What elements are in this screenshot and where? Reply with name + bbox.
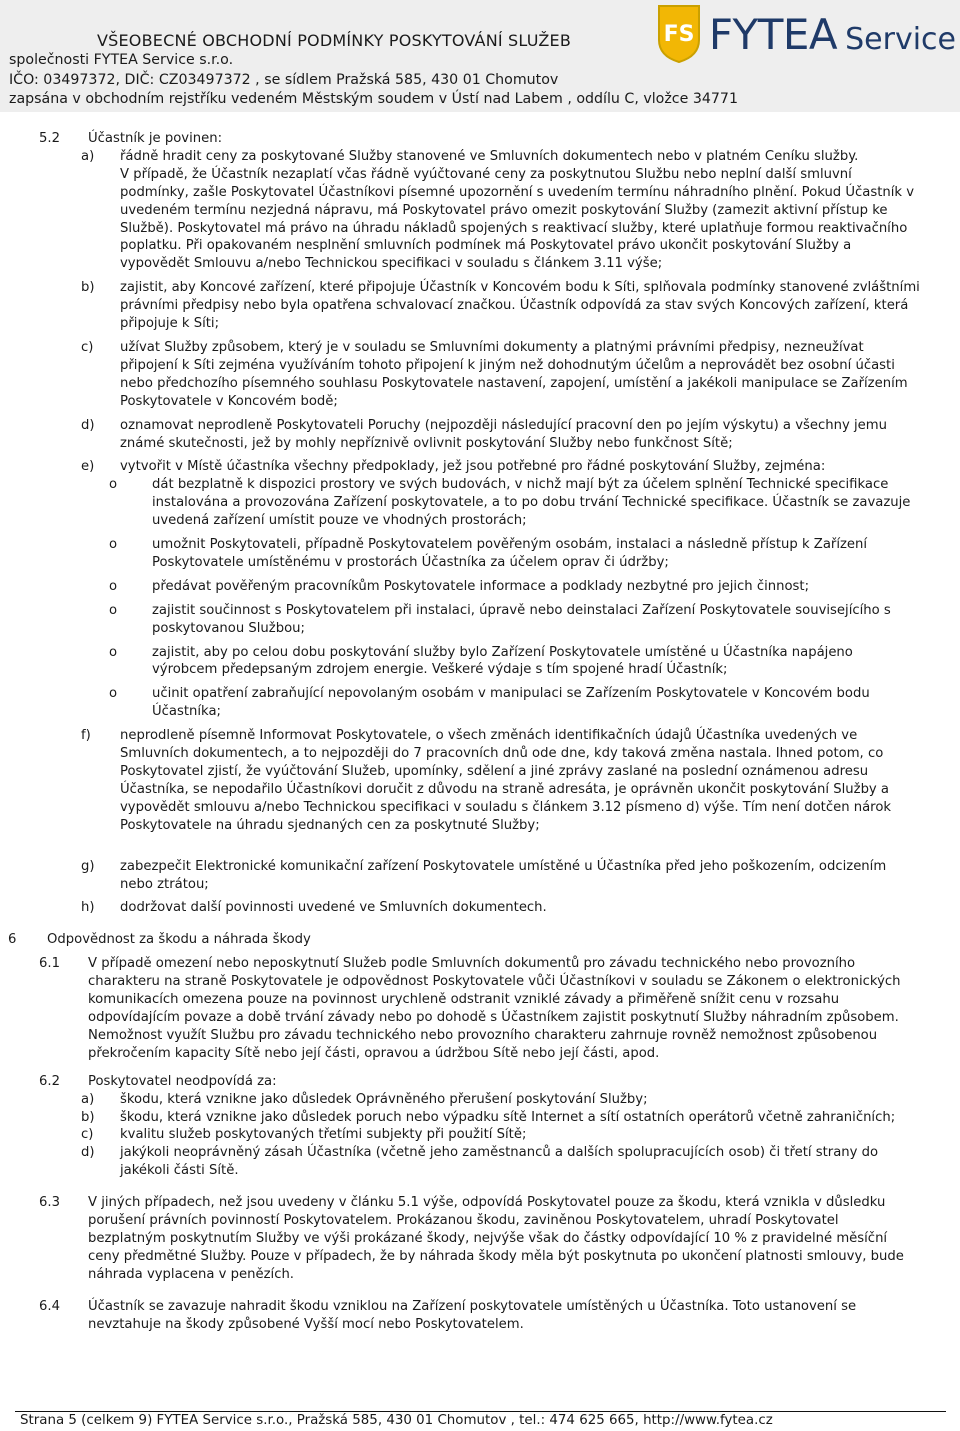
- bullet: o: [109, 578, 118, 594]
- item-label: h): [81, 900, 95, 916]
- sub-item-text: zajistit součinnost s Poskytovatelem při instalaci, úpravě nebo deinstalaci Zařízení Poskytovatele souvisejícího s poskytovanou Službou;: [152, 602, 891, 636]
- clause-text: Účastník se zavazuje nahradit škodu vzniklou na Zařízení poskytovatele umístěných u Účastníka. Toto ustanovení se nevztahuje na škody způsobené Vyšší mocí nebo Poskytovatelem.: [88, 1298, 857, 1332]
- sub-item-text: předávat pověřeným pracovníkům Poskytovatele informace a podklady nezbytné pro jejich činnost;: [152, 578, 810, 594]
- clause-text: V případě omezení nebo neposkytnutí Služeb podle Smluvních dokumentů pro závadu technického nebo provozního charakteru na straně Poskytovatele je odpovědnost Poskytovatele vůči Účastníkovi v souladu se Zákonem o elektronických komunikacích omezena pouze na povinnost urychleně odstranit vzniklé závady a přiměřeně snížit cenu v rozsahu odpovídajícím povaze a době trvání závady nebo po dohodě s Účastníkem zajistit poskytnutí Služby náhradním způsobem. Nemožnost využít Službu pro závadu technického nebo provozního charakteru zahrnuje rovněž nemožnost způsobenou překročením kapacity Sítě nebo její části, opravou a údržbou Sítě nebo její části, apod.: [88, 956, 901, 1061]
- clause-text: V jiných případech, než jsou uvedeny v článku 5.1 výše, odpovídá Poskytovatel pouze za škodu, která vznikla v důsledku porušení právních povinností Poskytovatelem. Prokázanou škodu, zaviněnou Poskytovatelem, uhradí Poskytovatel bezplatným poskytnutím Služby ve výši prokázané škody, nejvýše však do částky odpovídající 10 % z pravidelné měsíční ceny předmětné Služby. Pouze v případech, že by náhrada škody měla být poskytnuta po ukončení platnosti smlouvy, bude náhrada vyplacena v penězích.: [88, 1195, 904, 1282]
- item-c: [0, 339, 960, 411]
- item-label: d): [81, 417, 95, 433]
- header-text-block: [9, 30, 738, 110]
- page-footer: Strana 5 (celkem 9) FYTEA Service s.r.o., Pražská 585, 430 01 Chomutov , tel.: 474 625 665, http://www.fytea.cz: [20, 1413, 773, 1428]
- item-text: dodržovat další povinnosti uvedené ve Smluvních dokumentech.: [120, 900, 547, 916]
- section-6-heading: [0, 931, 960, 949]
- company-ids: IČO: 03497372, DIČ: CZ03497372 , se sídlem Pražská 585, 430 01 Chomutov: [9, 71, 559, 88]
- item-label: a): [81, 148, 95, 164]
- clause-number: 6.3: [39, 1195, 60, 1211]
- bullet: o: [109, 602, 118, 618]
- bullet: o: [109, 644, 118, 660]
- item-label: a): [81, 1091, 95, 1107]
- item-label: f): [81, 728, 91, 744]
- document-body: [0, 130, 960, 1333]
- logo-word-fytea: FYTEA: [708, 9, 838, 59]
- sub-item: [0, 685, 960, 721]
- clause-title: Poskytovatel neodpovídá za:: [88, 1073, 277, 1089]
- item-a-text-1: řádně hradit ceny za poskytované Služby stanovené ve Smluvních dokumentech nebo v platném Ceníku služby.: [120, 148, 859, 164]
- sub-item: [0, 602, 960, 638]
- clause-number: 6.1: [39, 956, 60, 972]
- item-label: b): [81, 1109, 95, 1125]
- item-text: zajistit, aby Koncové zařízení, které připojuje Účastník v Koncovém bodu k Síti, splňovala podmínky stanovené zvláštními právními předpisy nebo byla opatřena schvalovací značkou. Účastník odpovídá za stav svých Koncových zařízení, která připojuje k Síti;: [120, 280, 920, 332]
- fytea-logo: [655, 0, 956, 68]
- sub-item: [0, 536, 960, 572]
- clause-6-2-item: [0, 1144, 960, 1180]
- item-text: jakýkoli neoprávněný zásah Účastníka (včetně jeho zaměstnanců a dalších spolupracujících osob) či třetí strany do jakékoli části Sítě.: [120, 1145, 879, 1179]
- item-text: neprodleně písemně Informovat Poskytovatele, o všech změnách identifikačních údajů Účastníka uvedených ve Smluvních dokumentech, a to nejpozději do 7 pracovních dnů ode dne, kdy taková změna nastala. Ihned potom, co Poskytovatel zjistí, že vyúčtování Služeb, upomínky, sdělení a jiné zprávy zaslané na poslední oznámenou adresu Účastníka, se nepodařilo Účastníkovi doručit z důvodu na straně adresáta, je oprávněn ukončit poskytování Služby a vypovědět smlouvu a/nebo Technickou specifikaci v souladu s článkem 3.12 písmeno d) výše. Tím není dotčen nárok Poskytovatele na úhradu sjednaných cen za poskytnuté Služby;: [120, 728, 892, 833]
- page-header: [0, 0, 960, 112]
- item-text: vytvořit v Místě účastníka všechny předpoklady, jež jsou potřebné pro řádné poskytování Služby, zejména:: [120, 459, 826, 475]
- company-register: zapsána v obchodním rejstříku vedeném Městským soudem v Ústí nad Labem , oddílu C, vložce 34771: [9, 91, 738, 107]
- item-g: [0, 858, 960, 894]
- section-title: Účastník je povinen:: [88, 131, 223, 146]
- item-a: [0, 148, 960, 273]
- sub-item: [0, 578, 960, 596]
- clause-6-2-item: [0, 1126, 960, 1144]
- item-e: [0, 458, 960, 476]
- item-a-text-2: V případě, že Účastník nezaplatí včas řádně vyúčtované ceny za poskytnutou Službu nebo neplní další smluvní podmínky, zašle Poskytovatel Účastníkovi písemné upozornění s uvedením termínu náhradního plnění. Pokud Účastník v uvedeném termínu nezjedná nápravu, má Poskytovatel právo omezit poskytování Služby (zamezit aktivní přístup ke Službě). Poskytovatel má právo na úhradu nákladů spojených s reaktivací služby, které uplatňuje formou reaktivačního poplatku. Při opakovaném nesplnění smluvních podmínek má Poskytovatel právo ukončit poskytování Služby a vypovědět Smlouvu a/nebo Technickou specifikaci v souladu s článkem 3.11 výše;: [120, 166, 915, 272]
- item-text: škodu, která vznikne jako důsledek Oprávněného přerušení poskytování Služby;: [120, 1091, 648, 1107]
- item-text: kvalitu služeb poskytovaných třetími subjekty při použití Sítě;: [120, 1127, 527, 1143]
- badge-text: FS: [663, 22, 695, 47]
- clause-6-2-item: [0, 1091, 960, 1109]
- section-number: 5.2: [39, 131, 60, 146]
- item-text: užívat Služby způsobem, který je v souladu se Smluvními dokumenty a platnými právními předpisy, nezneužívat připojení k Síti zejména využíváním tohoto připojení k jiným než dohodnutým účelům a neprovádět bez osobní účasti nebo předchozího písemného souhlasu Poskytovatele nastavení, zapojení, umístění a jakékoli manipulace se Zařízením Poskytovatele v Koncovém bodě;: [120, 339, 908, 409]
- clause-number: 6.2: [39, 1073, 60, 1089]
- item-text: zabezpečit Elektronické komunikační zařízení Poskytovatele umístěné u Účastníka před jeho poškozením, odcizením nebo ztrátou;: [120, 858, 887, 892]
- section-5-2-heading: [0, 130, 960, 148]
- sub-item: [0, 476, 960, 530]
- item-label: e): [81, 459, 95, 475]
- item-label: c): [81, 1127, 94, 1143]
- item-label: g): [81, 858, 95, 874]
- section-title: Odpovědnost za škodu a náhrada škody: [47, 932, 311, 948]
- item-text: škodu, která vznikne jako důsledek poruch nebo výpadku sítě Internet a sítí ostatních operátorů včetně zahraničních;: [120, 1109, 896, 1125]
- section-number: 6: [8, 932, 17, 948]
- company-name: společnosti FYTEA Service s.r.o.: [9, 52, 234, 68]
- sub-item-text: zajistit, aby po celou dobu poskytování služby bylo Zařízení Poskytovatele umístěné u Účastníka napájeno výrobcem předepsaným zdrojem energie. Veškeré výdaje s tím spojené hradí Účastník;: [152, 644, 853, 678]
- item-b: [0, 279, 960, 333]
- logo-wordmark: [709, 10, 956, 59]
- sub-item-text: dát bezplatně k dispozici prostory ve svých budovách, v nichž mají být za účelem splnění Technické specifikace instalována a provozována Zařízení poskytovatele, a to po dobu trvání Technické specifikace. Účastník se zavazuje uvedená zařízení umístit pouze ve vhodných prostorách;: [152, 477, 911, 529]
- clause-6-2-item: [0, 1109, 960, 1127]
- clause-number: 6.4: [39, 1298, 60, 1314]
- clause-6-1: [0, 955, 960, 1062]
- document-title: VŠEOBECNÉ OBCHODNÍ PODMÍNKY POSKYTOVÁNÍ SLUŽEB: [97, 31, 572, 50]
- item-f: [0, 727, 960, 834]
- sub-item: [0, 644, 960, 680]
- logo-word-service: Service: [845, 21, 956, 57]
- item-h: [0, 899, 960, 917]
- clause-6-4: [0, 1298, 960, 1334]
- item-label: c): [81, 339, 94, 355]
- item-text: oznamovat neprodleně Poskytovateli Poruchy (nejpozději následující pracovní den po jejím výskytu) a všechny jemu známé skutečnosti, jež by mohly nepříznivě ovlivnit poskytování Služby nebo funkčnost Sítě;: [120, 417, 887, 451]
- item-label: d): [81, 1145, 95, 1161]
- sub-item-text: umožnit Poskytovateli, případně Poskytovatelem pověřeným osobám, instalaci a následně přístup k Zařízení Poskytovatele umístěnému v prostorách Účastníka za účelem oprav či údržby;: [152, 537, 868, 570]
- fs-shield-icon: [655, 4, 703, 64]
- bullet: o: [109, 537, 118, 553]
- clause-6-3: [0, 1194, 960, 1284]
- item-d: [0, 417, 960, 453]
- bullet: o: [109, 477, 118, 493]
- bullet: o: [109, 686, 118, 702]
- sub-item-text: učinit opatření zabraňující nepovolaným osobám v manipulaci se Zařízením Poskytovatele v Koncovém bodu Účastníka;: [152, 686, 870, 720]
- item-label: b): [81, 280, 95, 296]
- clause-6-2: [0, 1073, 960, 1091]
